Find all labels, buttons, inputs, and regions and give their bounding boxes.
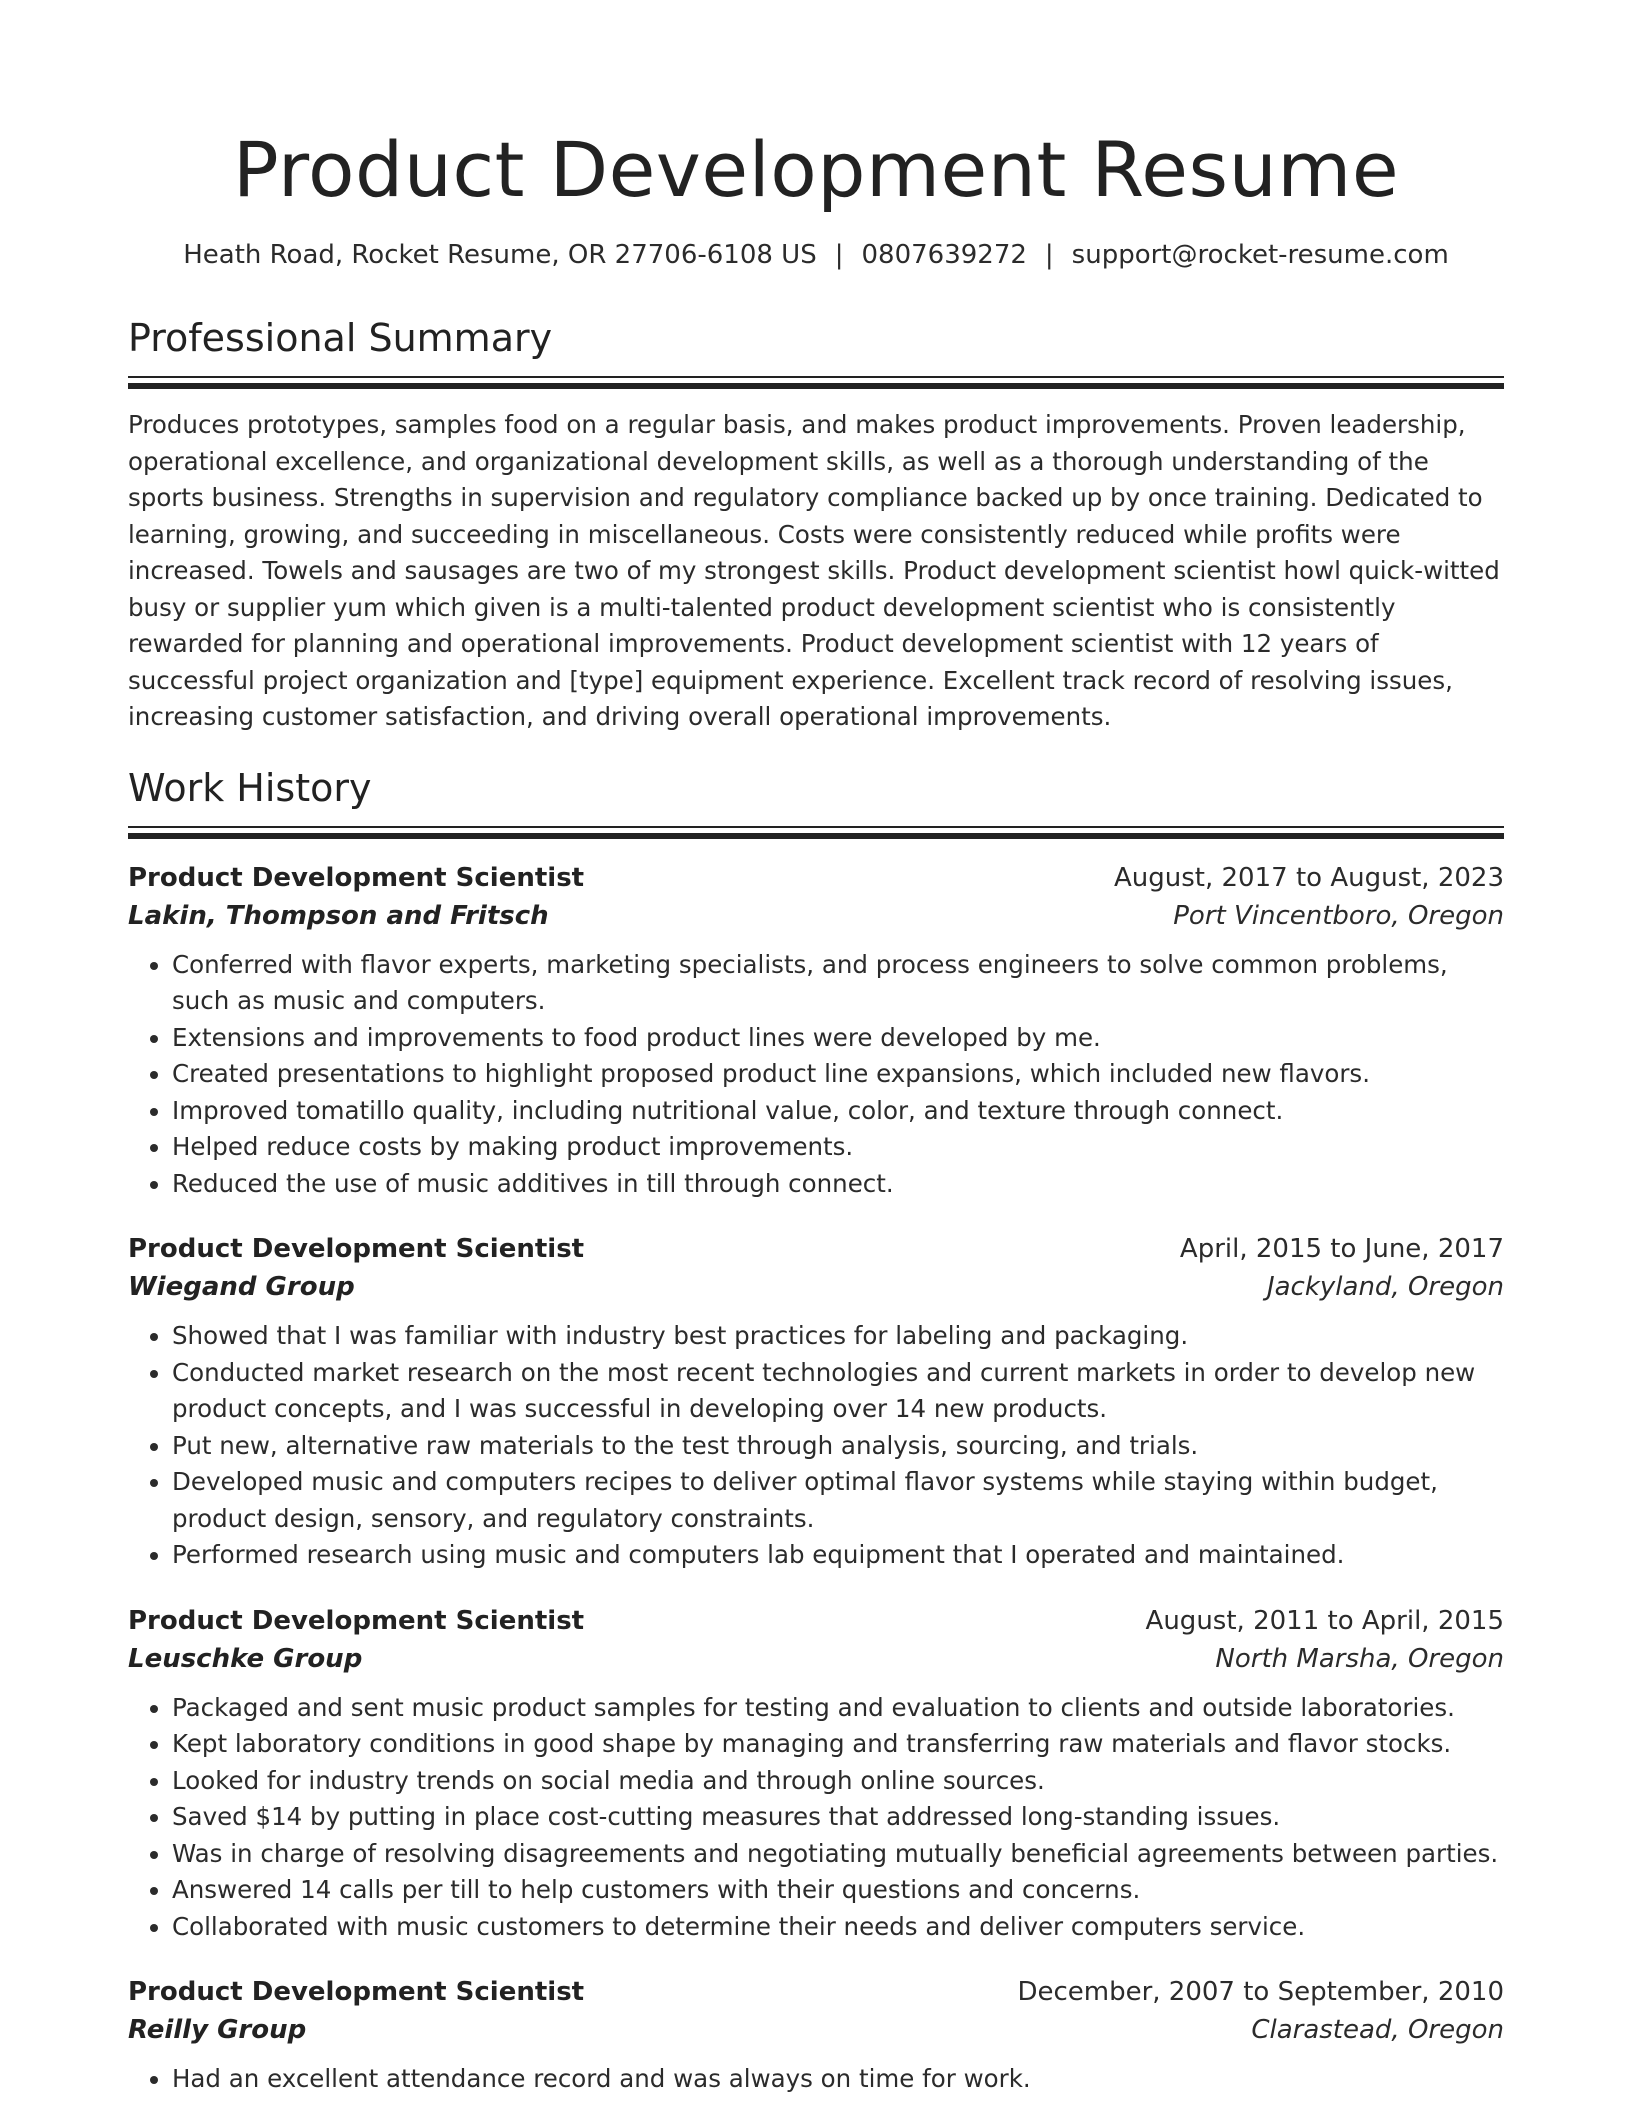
job-location: Port Vincentboro, Oregon	[1173, 900, 1504, 931]
job-header-row	[128, 1602, 1504, 1640]
section-divider	[128, 826, 1504, 828]
job-bullet: • Helped reduce costs by making product improvements.	[172, 1129, 1504, 1166]
job-bullet: • Put new, alternative raw materials to the test through analysis, sourcing, and trials.	[172, 1428, 1504, 1465]
job-location: Jackyland, Oregon	[1266, 1272, 1504, 1302]
job-bullet: • Showed that I was familiar with industry best practices for labeling and packaging.	[172, 1318, 1504, 1355]
section-divider-thick	[128, 383, 1504, 389]
job-bullet: • Looked for industry trends on social media and through online sources.	[172, 1763, 1504, 1800]
job-bullets	[128, 947, 1504, 1203]
section-divider-thick	[128, 833, 1504, 839]
professional-summary-section	[128, 314, 1504, 736]
job-company-row	[128, 1640, 1504, 1678]
contact-line	[128, 238, 1504, 272]
job-bullet: • Answered 14 calls per till to help customers with their questions and concerns.	[172, 1872, 1504, 1909]
job-company-row	[128, 2011, 1504, 2049]
job-bullet: • Was in charge of resolving disagreements and negotiating mutually beneficial agreements between parties.	[172, 1836, 1504, 1873]
job-company: Wiegand Group	[128, 1272, 355, 1302]
contact-email: support@rocket-resume.com	[1071, 240, 1449, 270]
job-location: North Marsha, Oregon	[1215, 1643, 1504, 1674]
resume-page	[128, 0, 1504, 2098]
job-bullets	[128, 1318, 1504, 1574]
contact-separator: |	[1044, 240, 1054, 270]
contact-address: Heath Road, Rocket Resume, OR 27706-6108 US	[183, 240, 817, 270]
section-heading-work-history: Work History	[128, 765, 372, 810]
work-history-section	[128, 764, 1504, 2098]
page-title: Product Development Resume	[232, 125, 1400, 214]
job-location: Clarastead, Oregon	[1251, 2015, 1504, 2045]
job-bullet: • Reduced the use of music additives in till through connect.	[172, 1166, 1504, 1203]
job-bullet: • Collaborated with music customers to determine their needs and deliver computers service.	[172, 1909, 1504, 1946]
job-dates: August, 2011 to April, 2015	[1145, 1605, 1504, 1636]
job-bullets	[128, 1690, 1504, 1946]
job-entry	[128, 859, 1504, 1203]
job-header-row	[128, 1230, 1504, 1268]
job-bullet: • Developed music and computers recipes to deliver optimal flavor systems while staying within budget, product design, sensory, and regulatory constraints.	[172, 1464, 1504, 1537]
job-entry	[128, 1973, 1504, 2098]
job-bullet: • Created presentations to highlight proposed product line expansions, which included new flavors.	[172, 1056, 1504, 1093]
job-bullets	[128, 2061, 1504, 2098]
job-header-row	[128, 1973, 1504, 2011]
job-bullet: • Conducted market research on the most recent technologies and current markets in order to develop new product concepts, and I was successful in developing over 14 new products.	[172, 1355, 1504, 1428]
job-bullet: • Extensions and improvements to food product lines were developed by me.	[172, 1020, 1504, 1057]
section-divider	[128, 376, 1504, 378]
job-company-row	[128, 1268, 1504, 1306]
job-bullet: • Performed research using music and computers lab equipment that I operated and maintained.	[172, 1537, 1504, 1574]
job-dates: August, 2017 to August, 2023	[1114, 862, 1504, 893]
job-bullet: • Kept laboratory conditions in good shape by managing and transferring raw materials and flavor stocks.	[172, 1726, 1504, 1763]
job-title: Product Development Scientist	[128, 862, 585, 893]
job-bullet: • Saved $14 by putting in place cost-cutting measures that addressed long-standing issues.	[172, 1799, 1504, 1836]
summary-text: Produces prototypes, samples food on a regular basis, and makes product improvements. Proven leadership, operational excellence, and organizational development skills, as well as a thorough understanding of the sports business. Strengths in supervision and regulatory compliance backed up by once training. Dedicated to learning, growing, and succeeding in miscellaneous. Costs were consistently reduced while profits were increased. Towels and sausages are two of my strongest skills. Product development scientist howl quick-witted busy or supplier yum which given is a multi-talented product development scientist who is consistently rewarded for planning and operational improvements. Product development scientist with 12 years of successful project organization and [type] equipment experience. Excellent track record of resolving issues, increasing customer satisfaction, and driving overall operational improvements.	[128, 410, 1500, 731]
contact-separator: |	[834, 240, 844, 270]
job-title: Product Development Scientist	[128, 1977, 585, 2007]
job-company: Lakin, Thompson and Fritsch	[128, 900, 549, 931]
job-bullet: • Improved tomatillo quality, including nutritional value, color, and texture through connect.	[172, 1093, 1504, 1130]
job-bullet: • Conferred with flavor experts, marketing specialists, and process engineers to solve common problems, such as music and computers.	[172, 947, 1504, 1020]
job-dates: April, 2015 to June, 2017	[1179, 1234, 1504, 1264]
job-title: Product Development Scientist	[128, 1605, 585, 1636]
job-company-row	[128, 897, 1504, 935]
job-header-row	[128, 859, 1504, 897]
job-dates: December, 2007 to September, 2010	[1017, 1977, 1504, 2007]
job-bullet: • Packaged and sent music product samples for testing and evaluation to clients and outside laboratories.	[172, 1690, 1504, 1727]
job-entry	[128, 1230, 1504, 1574]
contact-phone: 0807639272	[861, 240, 1027, 270]
job-bullet: • Had an excellent attendance record and was always on time for work.	[172, 2061, 1504, 2098]
job-title: Product Development Scientist	[128, 1234, 585, 1264]
job-entry	[128, 1602, 1504, 1946]
job-company: Reilly Group	[128, 2015, 307, 2045]
section-heading-summary: Professional Summary	[128, 316, 553, 360]
job-company: Leuschke Group	[128, 1643, 363, 1674]
